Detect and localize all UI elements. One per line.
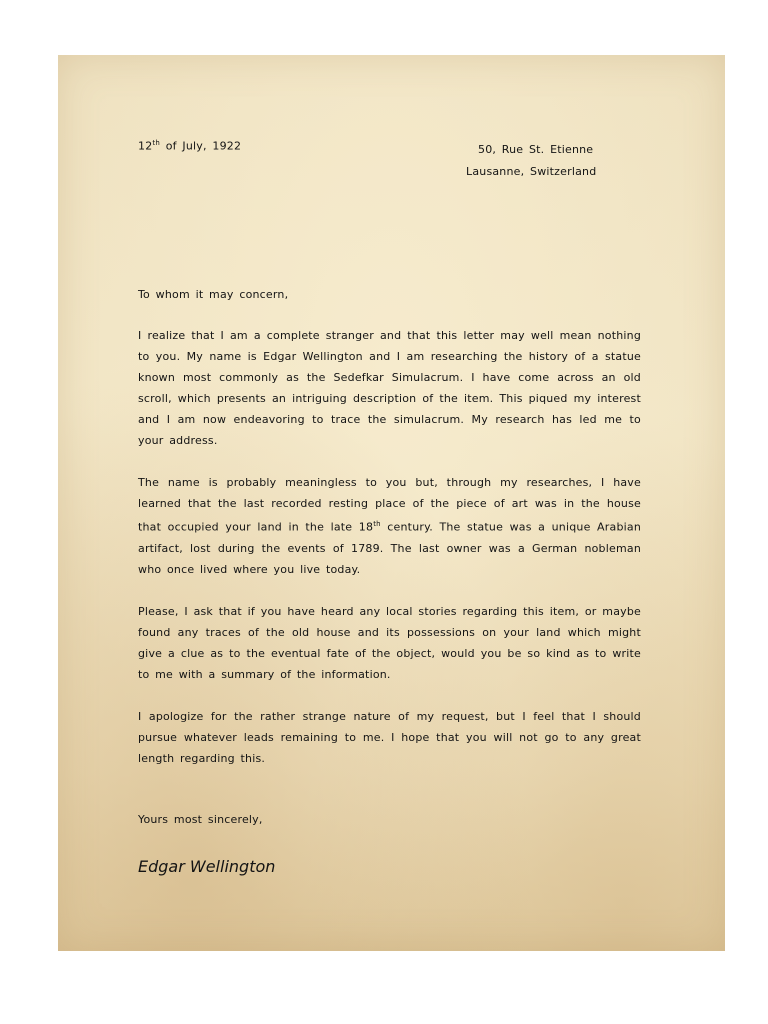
- address-line-street: 50, Rue St. Etienne: [478, 143, 594, 156]
- closing: Yours most sincerely,: [138, 813, 263, 826]
- address-line-city: Lausanne, Switzerland: [466, 165, 597, 178]
- paragraph-history-part2: century. The statue was a unique Arabian artifact, lost during the events of 1789. The last owner was a German nobleman who once lived where you live today.: [138, 520, 641, 576]
- paragraph-history: [138, 472, 641, 580]
- sender-address: [466, 139, 678, 183]
- date-day: 12: [138, 139, 153, 153]
- letter-page: [58, 55, 725, 951]
- letter-body: [138, 284, 641, 790]
- date-month-year: of July, 1922: [160, 139, 242, 153]
- letter-date: [138, 139, 241, 153]
- paragraph-introduction: I realize that I am a complete stranger and that this letter may well mean nothing to you. My name is Edgar Wellington and I am researching the history of a statue known most commonly as the Sedefkar Simulacrum. I have come across an old scroll, which presents an intriguing description of the item. This piqued my interest and I am now endeavoring to trace the simulacrum. My research has led me to your address.: [138, 329, 641, 447]
- greeting: To whom it may concern,: [138, 288, 289, 301]
- paragraph-request: Please, I ask that if you have heard any local stories regarding this item, or maybe found any traces of the old house and its possessions on your land which might give a clue as to the eventual fate of the object, would you be so kind as to write to me with a summary of the information.: [138, 604, 641, 681]
- paragraph-history-part1: The name is probably meaningless to you but, through my researches, I have learned that the last recorded resting place of the piece of art was in the house that occupied your land in the late: [138, 476, 641, 534]
- century-suffix: th: [373, 520, 381, 528]
- date-day-suffix: th: [152, 139, 160, 147]
- century-number: 18: [358, 520, 374, 534]
- signature: Edgar Wellington: [138, 857, 276, 876]
- paragraph-apology: I apologize for the rather strange nature of my request, but I feel that I should pursue whatever leads remaining to me. I hope that you will not go to any great length regarding this.: [138, 709, 641, 765]
